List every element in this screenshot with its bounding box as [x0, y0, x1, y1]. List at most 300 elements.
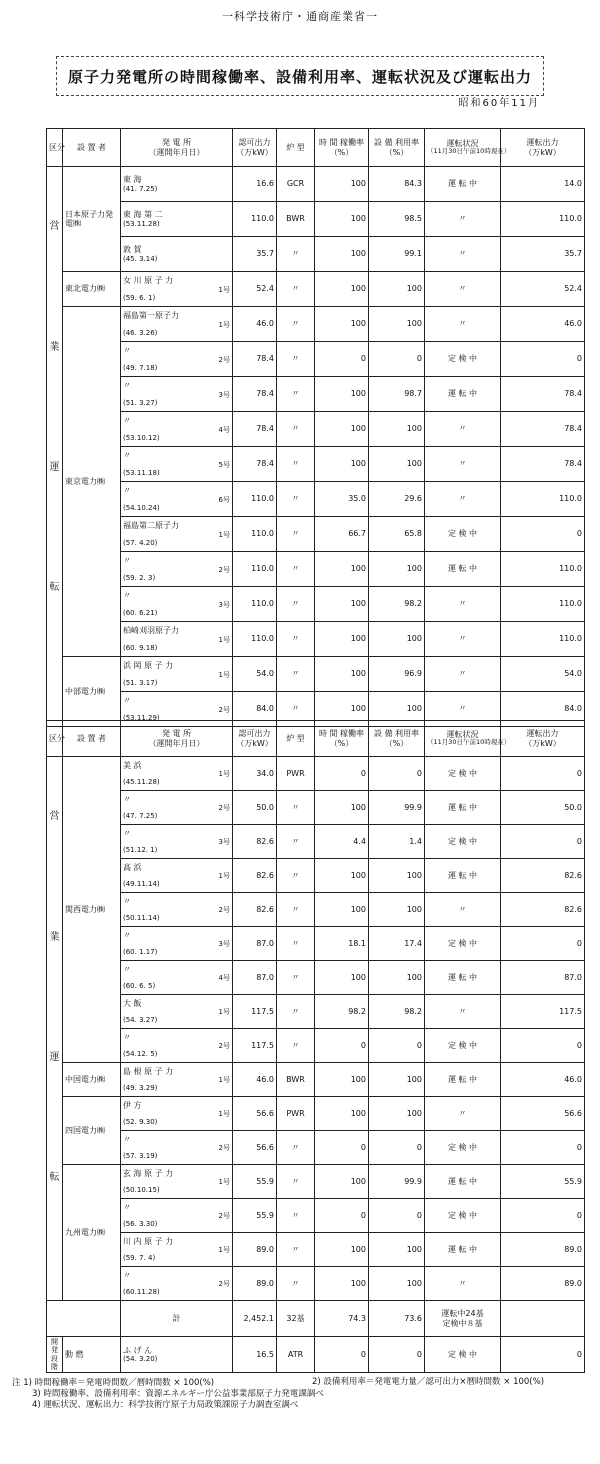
output-cell: 55.9 [501, 1165, 585, 1199]
output-cell: 110.0 [501, 552, 585, 587]
header-station-sub: （運開年月日） [148, 147, 205, 157]
status-cell: 〃 [425, 692, 501, 727]
station-date: (50.10.15) [123, 1186, 160, 1195]
station-cell [121, 587, 233, 622]
capacity-cell: 16.6 [233, 167, 277, 202]
time-rate-cell: 0 [315, 757, 369, 791]
station-name: 玄 海 原 子 力 [123, 1168, 174, 1178]
station-unit: 2号 [218, 1212, 230, 1221]
station-name: 〃 [123, 416, 131, 426]
station-unit: 2号 [218, 1042, 230, 1051]
status-cell: 〃 [425, 657, 501, 692]
table-row [47, 1029, 585, 1063]
status-cell: 〃 [425, 482, 501, 517]
station-name: 伊 方 [123, 1100, 142, 1110]
time-rate-cell: 100 [315, 167, 369, 202]
capacity-cell: 16.5 [233, 1337, 277, 1373]
output-cell: 50.0 [501, 791, 585, 825]
status-cell: 〃 [425, 447, 501, 482]
station-unit: 4号 [218, 974, 230, 983]
owner-cell: 関西電力㈱ [63, 757, 121, 1063]
category-char: 業 [49, 931, 60, 943]
station-unit: 2号 [218, 565, 230, 574]
table-row [47, 1131, 585, 1165]
capacity-cell: 78.4 [233, 412, 277, 447]
capacity-cell: 52.4 [233, 272, 277, 307]
header-kubun: 区分 [47, 129, 63, 167]
dev-category: 開発段階 [47, 1337, 63, 1373]
status-cell: 〃 [425, 307, 501, 342]
station-name: 〃 [123, 591, 131, 601]
capacity-cell: 55.9 [233, 1199, 277, 1233]
station-name: 敦 賀 [123, 245, 142, 255]
reactor-type-cell: 〃 [277, 961, 315, 995]
header-util-rate [369, 721, 425, 757]
table-row [47, 622, 585, 657]
category-char: 転 [49, 582, 60, 594]
station-name: 〃 [123, 1134, 131, 1144]
station-name: 〃 [123, 828, 131, 838]
station-cell [121, 1029, 233, 1063]
station-cell [121, 1233, 233, 1267]
station-name: 高 浜 [123, 862, 142, 872]
util-rate-cell: 17.4 [369, 927, 425, 961]
station-unit: 1号 [218, 1178, 230, 1187]
station-unit: 2号 [218, 355, 230, 364]
reactor-type-cell: 〃 [277, 893, 315, 927]
capacity-cell: 35.7 [233, 237, 277, 272]
reactor-type-cell: ATR [277, 1337, 315, 1373]
capacity-cell: 82.6 [233, 859, 277, 893]
station-cell [121, 552, 233, 587]
table-row [47, 1165, 585, 1199]
time-rate-cell: 100 [315, 1233, 369, 1267]
status-cell: 〃 [425, 893, 501, 927]
header-output-label: 運転出力 [526, 729, 559, 739]
station-date: (54.10.24) [123, 503, 160, 512]
header-capacity [233, 721, 277, 757]
reactor-type-cell: PWR [277, 757, 315, 791]
table-row [47, 757, 585, 791]
station-date: (47. 7.25) [123, 812, 158, 821]
header-station-label: 発 電 所 [161, 729, 192, 739]
status-cell: 定 検 中 [425, 517, 501, 552]
station-unit: 1号 [218, 530, 230, 539]
status-cell: 〃 [425, 1267, 501, 1301]
table-row [47, 307, 585, 342]
category-char: 運 [49, 1051, 60, 1063]
util-rate-cell: 98.7 [369, 377, 425, 412]
owner-cell: 四国電力㈱ [63, 1097, 121, 1165]
date-line: 昭和60年11月 [458, 98, 540, 109]
station-cell [121, 272, 233, 307]
header-time-rate [315, 721, 369, 757]
station-date: (59. 6. 1) [123, 293, 156, 302]
reactor-type-cell: 〃 [277, 272, 315, 307]
header-station [121, 721, 233, 757]
station-unit: 1号 [218, 872, 230, 881]
output-cell: 56.6 [501, 1097, 585, 1131]
util-rate-cell: 100 [369, 412, 425, 447]
util-rate-cell: 100 [369, 893, 425, 927]
owner-cell: 中部電力㈱ [63, 657, 121, 727]
station-unit: 5号 [218, 460, 230, 469]
reactor-type-cell: 〃 [277, 859, 315, 893]
output-cell: 0 [501, 517, 585, 552]
util-rate-cell: 98.2 [369, 995, 425, 1029]
capacity-cell: 110.0 [233, 517, 277, 552]
util-rate-cell: 29.6 [369, 482, 425, 517]
table-row [47, 657, 585, 692]
table-row [47, 412, 585, 447]
header-reactor: 炉 型 [277, 129, 315, 167]
owner-cell: 日本原子力発電㈱ [63, 167, 121, 272]
capacity-cell: 56.6 [233, 1131, 277, 1165]
time-rate-cell: 100 [315, 1097, 369, 1131]
total-util-rate: 73.6 [369, 1301, 425, 1337]
time-rate-cell: 100 [315, 692, 369, 727]
util-rate-cell: 0 [369, 1131, 425, 1165]
station-unit: 2号 [218, 705, 230, 714]
station-name: 〃 [123, 1202, 131, 1212]
status-cell: 定 検 中 [425, 927, 501, 961]
output-cell: 0 [501, 927, 585, 961]
station-unit: 1号 [218, 1076, 230, 1085]
status-cell: 運 転 中 [425, 167, 501, 202]
total-capacity: 2,452.1 [233, 1301, 277, 1337]
table-row [47, 587, 585, 622]
header-output [501, 721, 585, 757]
header-reactor: 炉 型 [277, 721, 315, 757]
station-name: 〃 [123, 964, 131, 974]
station-cell [121, 825, 233, 859]
status-cell: 運 転 中 [425, 791, 501, 825]
table-row [47, 1063, 585, 1097]
reactor-type-cell: PWR [277, 1097, 315, 1131]
category-char: 運 [49, 461, 60, 473]
header-output-unit: （万kW） [524, 147, 561, 157]
station-cell [121, 167, 233, 202]
output-cell: 78.4 [501, 377, 585, 412]
time-rate-cell: 0 [315, 1199, 369, 1233]
category-cell [47, 167, 63, 727]
output-cell: 110.0 [501, 622, 585, 657]
time-rate-cell: 100 [315, 307, 369, 342]
status-cell: 運 転 中 [425, 961, 501, 995]
table-row [47, 1097, 585, 1131]
header-capacity-unit: （万kW） [236, 738, 273, 748]
reactor-type-cell: 〃 [277, 412, 315, 447]
station-cell [121, 961, 233, 995]
capacity-cell: 78.4 [233, 342, 277, 377]
station-date: (54. 3.20) [123, 1355, 158, 1364]
page-title [56, 56, 544, 96]
header-output [501, 129, 585, 167]
station-date: (49.11.14) [123, 880, 160, 889]
output-cell: 35.7 [501, 237, 585, 272]
reactor-type-cell: 〃 [277, 482, 315, 517]
station-name: 〃 [123, 346, 131, 356]
status-cell: 〃 [425, 272, 501, 307]
station-date: (54. 3.27) [123, 1016, 158, 1025]
util-rate-cell: 0 [369, 1199, 425, 1233]
station-cell [121, 859, 233, 893]
total-status-running: 運転中24基 [441, 1309, 484, 1319]
station-unit: 1号 [218, 1110, 230, 1119]
output-cell: 0 [501, 1029, 585, 1063]
status-cell: 運 転 中 [425, 552, 501, 587]
capacity-cell: 87.0 [233, 927, 277, 961]
capacity-cell: 46.0 [233, 307, 277, 342]
reactor-type-cell: 〃 [277, 657, 315, 692]
station-cell [121, 1337, 233, 1373]
station-date: (50.11.14) [123, 914, 160, 923]
util-rate-cell: 0 [369, 1029, 425, 1063]
status-cell: 定 検 中 [425, 1337, 501, 1373]
util-rate-cell: 100 [369, 1097, 425, 1131]
table-header-row [47, 721, 585, 757]
category-char: 業 [49, 341, 60, 353]
table-row [47, 482, 585, 517]
table-row [47, 272, 585, 307]
capacity-cell: 117.5 [233, 1029, 277, 1063]
capacity-cell: 34.0 [233, 757, 277, 791]
time-rate-cell: 98.2 [315, 995, 369, 1029]
station-cell [121, 1199, 233, 1233]
time-rate-cell: 100 [315, 859, 369, 893]
time-rate-cell: 100 [315, 447, 369, 482]
station-name: ふ げ ん [123, 1345, 153, 1355]
header-status-sub: （11月30日午前10時現在） [427, 147, 511, 156]
output-cell: 0 [501, 1131, 585, 1165]
util-rate-cell: 1.4 [369, 825, 425, 859]
util-rate-cell: 100 [369, 1267, 425, 1301]
station-unit: 2号 [218, 906, 230, 915]
station-cell [121, 1131, 233, 1165]
table-header-row [47, 129, 585, 167]
station-cell [121, 237, 233, 272]
station-date: (60. 6.21) [123, 608, 158, 617]
capacity-cell: 110.0 [233, 622, 277, 657]
util-rate-cell: 0 [369, 342, 425, 377]
station-date: (59. 2. 3) [123, 573, 156, 582]
status-cell: 運 転 中 [425, 377, 501, 412]
time-rate-cell: 0 [315, 342, 369, 377]
category-cell [47, 757, 63, 1301]
util-rate-cell: 100 [369, 622, 425, 657]
owner-cell: 中国電力㈱ [63, 1063, 121, 1097]
time-rate-cell: 18.1 [315, 927, 369, 961]
time-rate-cell: 100 [315, 1267, 369, 1301]
header-station-label: 発 電 所 [161, 138, 192, 148]
time-rate-cell: 100 [315, 587, 369, 622]
station-cell [121, 307, 233, 342]
table-row [47, 893, 585, 927]
station-date: (49. 3.29) [123, 1084, 158, 1093]
station-unit: 1号 [218, 1008, 230, 1017]
time-rate-cell: 0 [315, 1337, 369, 1373]
capacity-cell: 54.0 [233, 657, 277, 692]
footnote-1: 注 1) 時間稼働率＝発電時間数／暦時間数 × 100(%) [12, 1378, 215, 1388]
table-row [47, 237, 585, 272]
station-unit: 1号 [218, 320, 230, 329]
station-cell [121, 202, 233, 237]
station-unit: 1号 [218, 285, 230, 294]
reactor-type-cell: 〃 [277, 692, 315, 727]
station-date: (51. 3.27) [123, 398, 158, 407]
header-time-rate-label: 時 間 稼働率 [318, 729, 365, 739]
footnote-3: 3) 時間稼働率、設備利用率：資源エネルギー庁公益事業部原子力発電課調べ [32, 1388, 324, 1399]
dev-owner: 動 燃 [63, 1337, 121, 1373]
table-row [47, 552, 585, 587]
table-row [47, 517, 585, 552]
output-cell: 110.0 [501, 202, 585, 237]
capacity-cell: 89.0 [233, 1267, 277, 1301]
station-date: (57. 3.19) [123, 1152, 158, 1161]
footnote-4: 4) 運転状況、運転出力：科学技術庁原子力局政策課原子力調査室調べ [32, 1400, 299, 1411]
output-cell: 82.6 [501, 893, 585, 927]
station-date: (60. 9.18) [123, 643, 158, 652]
table-row [47, 995, 585, 1029]
station-cell [121, 447, 233, 482]
output-cell: 82.6 [501, 859, 585, 893]
capacity-cell: 110.0 [233, 552, 277, 587]
station-cell [121, 1063, 233, 1097]
header-capacity-label: 認可出力 [238, 138, 271, 148]
station-date: (45.11.28) [123, 778, 160, 787]
time-rate-cell: 100 [315, 961, 369, 995]
status-cell: 運 転 中 [425, 1165, 501, 1199]
station-name: 〃 [123, 1270, 131, 1280]
header-output-unit: （万kW） [524, 738, 561, 748]
reactor-type-cell: 〃 [277, 447, 315, 482]
status-cell: 定 検 中 [425, 342, 501, 377]
total-label: 計 [121, 1301, 233, 1337]
time-rate-cell: 100 [315, 1165, 369, 1199]
station-unit: 3号 [218, 390, 230, 399]
status-cell: 運 転 中 [425, 1233, 501, 1267]
reactor-type-cell: 〃 [277, 1165, 315, 1199]
station-unit: 3号 [218, 838, 230, 847]
util-rate-cell: 100 [369, 307, 425, 342]
output-cell: 84.0 [501, 692, 585, 727]
reactor-type-cell: 〃 [277, 587, 315, 622]
status-cell: 〃 [425, 622, 501, 657]
time-rate-cell: 100 [315, 1063, 369, 1097]
station-name: 〃 [123, 794, 131, 804]
header-capacity-label: 認可出力 [238, 729, 271, 739]
header-util-rate-unit: （%） [384, 738, 409, 748]
time-rate-cell: 100 [315, 412, 369, 447]
table-part-1 [46, 128, 585, 727]
output-cell: 0 [501, 1199, 585, 1233]
util-rate-cell: 96.9 [369, 657, 425, 692]
station-unit: 1号 [218, 770, 230, 779]
util-rate-cell: 99.9 [369, 1165, 425, 1199]
header-time-rate [315, 129, 369, 167]
reactor-type-cell: BWR [277, 1063, 315, 1097]
reactor-type-cell: 〃 [277, 1267, 315, 1301]
status-cell: 〃 [425, 202, 501, 237]
table-row [47, 447, 585, 482]
station-name: 〃 [123, 930, 131, 940]
capacity-cell: 82.6 [233, 825, 277, 859]
header-util-rate-unit: （%） [384, 147, 409, 157]
output-cell: 89.0 [501, 1267, 585, 1301]
station-name: 福島第二原子力 [123, 521, 179, 531]
station-name: 〃 [123, 486, 131, 496]
capacity-cell: 110.0 [233, 482, 277, 517]
station-cell [121, 377, 233, 412]
capacity-cell: 82.6 [233, 893, 277, 927]
header-station-sub: （運開年月日） [148, 738, 205, 748]
station-date: (60.11.28) [123, 1288, 160, 1297]
station-cell [121, 482, 233, 517]
category-char: 営 [49, 811, 60, 823]
capacity-cell: 78.4 [233, 447, 277, 482]
table-row [47, 1267, 585, 1301]
station-name: 柏崎刈羽原子力 [123, 626, 179, 636]
util-rate-cell: 100 [369, 1233, 425, 1267]
station-name: 福島第一原子力 [123, 311, 179, 321]
station-name: 島 根 原 子 力 [123, 1066, 174, 1076]
table-part-2 [46, 720, 585, 1373]
time-rate-cell: 66.7 [315, 517, 369, 552]
header-owner: 設 置 者 [63, 129, 121, 167]
footnotes [12, 1378, 592, 1412]
status-cell: 定 検 中 [425, 1131, 501, 1165]
header-capacity-unit: （万kW） [236, 147, 273, 157]
time-rate-cell: 100 [315, 893, 369, 927]
header-time-rate-unit: （%） [329, 738, 354, 748]
capacity-cell: 89.0 [233, 1233, 277, 1267]
owner-cell: 東北電力㈱ [63, 272, 121, 307]
station-cell [121, 1267, 233, 1301]
time-rate-cell: 100 [315, 622, 369, 657]
station-name: 浜 岡 原 子 力 [123, 661, 174, 671]
header-status-sub: （11月30日午前10時現在） [427, 738, 511, 747]
util-rate-cell: 100 [369, 1063, 425, 1097]
header-time-rate-unit: （%） [329, 147, 354, 157]
capacity-cell: 55.9 [233, 1165, 277, 1199]
category-char: 営 [49, 221, 60, 233]
station-date: (60. 6. 5) [123, 982, 156, 991]
reactor-type-cell: 〃 [277, 791, 315, 825]
station-cell [121, 657, 233, 692]
station-unit: 1号 [218, 1246, 230, 1255]
station-cell [121, 791, 233, 825]
output-cell: 14.0 [501, 167, 585, 202]
reactor-type-cell: 〃 [277, 237, 315, 272]
page-title-text: 原子力発電所の時間稼働率、設備利用率、運転状況及び運転出力 [67, 67, 532, 86]
header-output-label: 運転出力 [526, 138, 559, 148]
reactor-type-cell: 〃 [277, 825, 315, 859]
capacity-cell: 78.4 [233, 377, 277, 412]
reactor-type-cell: 〃 [277, 927, 315, 961]
header-status [425, 129, 511, 167]
station-cell [121, 1165, 233, 1199]
station-unit: 2号 [218, 1280, 230, 1289]
station-name: 〃 [123, 896, 131, 906]
status-cell: 〃 [425, 995, 501, 1029]
station-date: (56. 3.30) [123, 1220, 158, 1229]
station-name: 〃 [123, 1032, 131, 1042]
util-rate-cell: 0 [369, 1337, 425, 1373]
station-cell [121, 622, 233, 657]
output-cell: 110.0 [501, 587, 585, 622]
time-rate-cell: 4.4 [315, 825, 369, 859]
output-cell: 87.0 [501, 961, 585, 995]
